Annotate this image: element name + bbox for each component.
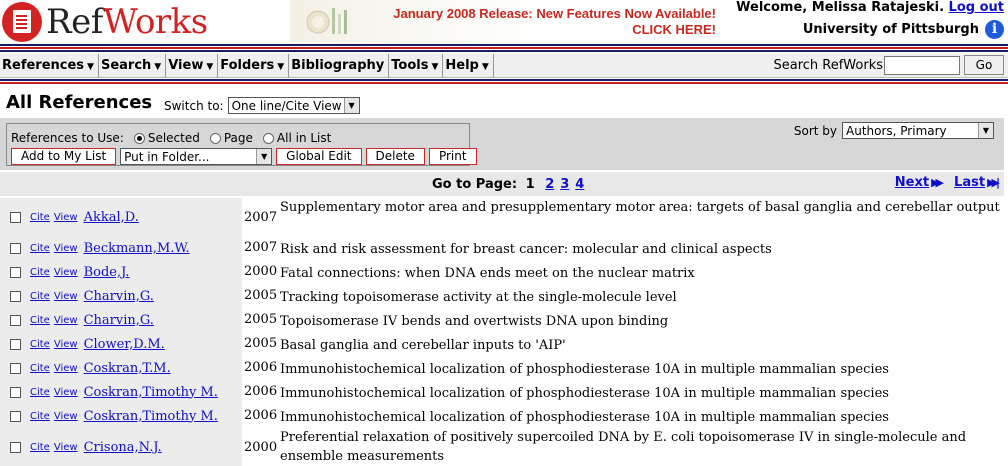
reference-title: Immunohistochemical localization of phosphodiesterase 10A in multiple mammalian species <box>280 362 889 377</box>
view-link[interactable]: View <box>53 386 78 398</box>
caret-down-icon: ▼ <box>87 62 94 72</box>
reference-actions <box>0 260 242 284</box>
references-to-use <box>11 131 331 145</box>
menu-references[interactable] <box>0 54 99 78</box>
view-link[interactable]: View <box>53 211 78 223</box>
logo-document-icon <box>2 2 42 42</box>
caret-down-icon: ▼ <box>481 62 489 72</box>
reference-checkbox[interactable] <box>10 363 21 374</box>
reference-checkbox[interactable] <box>10 267 21 278</box>
page-link-2[interactable]: 2 <box>545 177 555 192</box>
reference-row <box>0 332 1004 356</box>
cite-link[interactable]: Cite <box>30 362 50 374</box>
main-menu-bar <box>0 54 1008 78</box>
institution <box>803 20 1004 39</box>
author-link[interactable]: Bode,J. <box>83 264 130 280</box>
reference-year: 2000 <box>244 440 278 455</box>
reference-actions <box>0 428 242 466</box>
reference-title: Supplementary motor area and presupplementary motor area: targets of basal ganglia and cerebellar output <box>280 200 1000 215</box>
print-button[interactable]: Print <box>429 148 477 165</box>
view-link[interactable]: View <box>53 314 78 326</box>
menu-bottom-stripe <box>0 79 1008 84</box>
switch-to-label: Switch to: <box>164 98 224 113</box>
menu-label: Tools <box>391 58 429 73</box>
reference-title: Topoisomerase IV bends and overtwists DNA upon binding <box>280 314 669 329</box>
institution-name: University of Pittsburgh <box>802 22 979 37</box>
menu-folders[interactable] <box>218 54 289 78</box>
radio-page-label: Page <box>223 131 253 145</box>
reference-actions <box>0 198 242 236</box>
global-edit-button[interactable]: Global Edit <box>276 148 361 165</box>
reference-checkbox[interactable] <box>10 243 21 254</box>
page-link-3[interactable]: 3 <box>560 177 570 192</box>
add-to-my-list-button[interactable]: Add to My List <box>11 148 116 165</box>
cite-link[interactable]: Cite <box>30 314 50 326</box>
toolbar-buttons <box>11 148 481 165</box>
reference-title: Immunohistochemical localization of phosphodiesterase 10A in multiple mammalian species <box>280 410 889 425</box>
reference-year: 2007 <box>244 240 278 255</box>
reference-year: 2005 <box>244 288 278 303</box>
go-button[interactable]: Go <box>964 55 1004 75</box>
reference-actions <box>0 404 242 428</box>
reference-title: Tracking topoisomerase activity at the single-molecule level <box>280 290 677 305</box>
cite-link[interactable]: Cite <box>30 386 50 398</box>
reference-year: 2007 <box>244 210 278 225</box>
reference-checkbox[interactable] <box>10 387 21 398</box>
dropdown-arrow-icon: ▼ <box>978 123 993 138</box>
reference-actions <box>0 284 242 308</box>
go-to-page <box>432 177 584 192</box>
put-in-folder-select[interactable] <box>120 148 272 165</box>
radio-all-label: All in List <box>276 131 332 145</box>
radio-selected[interactable] <box>134 133 145 144</box>
release-banner[interactable] <box>290 0 722 42</box>
page-title: All References <box>6 92 153 113</box>
caret-down-icon: ▼ <box>154 62 162 72</box>
menu-search[interactable] <box>99 54 166 78</box>
reference-checkbox[interactable] <box>10 291 21 302</box>
author-link[interactable]: Charvin,G. <box>83 312 154 328</box>
reference-row <box>0 356 1004 380</box>
reference-year: 2006 <box>244 384 278 399</box>
author-link[interactable]: Coskran,Timothy M. <box>83 384 218 400</box>
sort-by-value: Authors, Primary <box>846 123 947 138</box>
delete-button[interactable]: Delete <box>366 148 425 165</box>
reference-row <box>0 236 1004 260</box>
author-link[interactable]: Coskran,T.M. <box>83 360 171 376</box>
view-select-value: One line/Cite View <box>231 98 342 113</box>
dropdown-arrow-icon: ▼ <box>344 98 359 113</box>
view-link[interactable]: View <box>53 242 78 254</box>
reference-year: 2000 <box>244 264 278 279</box>
reference-row <box>0 198 1004 236</box>
banner-click-here[interactable]: CLICK HERE! <box>632 22 716 37</box>
reference-row <box>0 284 1004 308</box>
top-bar <box>0 0 1008 44</box>
refworks-logo[interactable] <box>2 2 208 42</box>
view-link[interactable]: View <box>53 410 78 422</box>
cite-link[interactable]: Cite <box>30 441 50 453</box>
welcome-message <box>736 0 1004 15</box>
author-link[interactable]: Coskran,Timothy M. <box>83 408 218 424</box>
next-page-link[interactable] <box>895 175 940 190</box>
page-link-4[interactable]: 4 <box>575 177 585 192</box>
caret-down-icon: ▼ <box>206 62 214 72</box>
current-page: 1 <box>525 177 535 192</box>
author-link[interactable]: Crisona,N.J. <box>83 439 162 455</box>
reference-row <box>0 308 1004 332</box>
menu-label: Search <box>100 58 152 73</box>
info-icon[interactable]: i <box>985 20 1004 39</box>
reference-title: Preferential relaxation of positively supercoiled DNA by E. coli topoisomerase IV in single-molecule and ensemble measurements <box>280 430 967 464</box>
banner-decoration-icon <box>304 4 350 38</box>
logo-text: RefWorks <box>46 2 208 42</box>
last-label: Last <box>954 175 986 190</box>
reference-row <box>0 428 1004 466</box>
reference-year: 2005 <box>244 312 278 327</box>
references-to-use-label: References to Use: <box>11 131 124 145</box>
author-link[interactable]: Beckmann,M.W. <box>83 240 190 256</box>
reference-title: Basal ganglia and cerebellar inputs to 'AIP' <box>280 338 566 353</box>
reference-year: 2006 <box>244 360 278 375</box>
menu-view[interactable] <box>166 54 218 78</box>
last-arrow-icon: ▶▶| <box>987 176 996 189</box>
reference-list <box>0 198 1004 466</box>
menu-label: View <box>168 58 204 73</box>
reference-actions <box>0 308 242 332</box>
reference-row <box>0 404 1004 428</box>
reference-checkbox[interactable] <box>10 212 21 223</box>
view-link[interactable]: View <box>53 290 78 302</box>
reference-year: 2005 <box>244 336 278 351</box>
caret-down-icon: ▼ <box>431 62 439 72</box>
menu-label: Folders <box>220 58 275 73</box>
reference-row <box>0 260 1004 284</box>
radio-page[interactable] <box>210 133 221 144</box>
put-in-folder-value: Put in Folder... <box>124 149 210 164</box>
menu-tools[interactable] <box>389 54 443 78</box>
search-label: Search RefWorks <box>773 57 883 73</box>
search-input[interactable] <box>884 56 960 75</box>
reference-checkbox[interactable] <box>10 411 21 422</box>
switch-to <box>164 97 360 114</box>
author-link[interactable]: Clower,D.M. <box>83 336 165 352</box>
cite-link[interactable]: Cite <box>30 266 50 278</box>
view-select[interactable] <box>228 97 360 114</box>
logout-link[interactable]: Log out <box>948 0 1004 15</box>
cite-link[interactable]: Cite <box>30 211 50 223</box>
reference-title: Fatal connections: when DNA ends meet on the nuclear matrix <box>280 266 695 281</box>
sort-by-label: Sort by <box>793 123 837 138</box>
cite-link[interactable]: Cite <box>30 242 50 254</box>
cite-link[interactable]: Cite <box>30 410 50 422</box>
dropdown-arrow-icon: ▼ <box>256 149 271 164</box>
view-link[interactable]: View <box>53 338 78 350</box>
caret-down-icon: ▼ <box>277 62 285 72</box>
reference-title: Risk and risk assessment for breast cancer: molecular and clinical aspects <box>280 242 772 257</box>
cite-link[interactable]: Cite <box>30 290 50 302</box>
reference-actions <box>0 332 242 356</box>
menu-label: Help <box>445 58 479 73</box>
menu-bibliography[interactable] <box>289 54 389 78</box>
last-page-link[interactable] <box>954 175 996 190</box>
menu-label: References <box>2 58 85 73</box>
reference-row <box>0 380 1004 404</box>
header-stripes <box>0 44 1008 53</box>
next-arrow-icon: ▶▶ <box>931 176 940 189</box>
welcome-text: Welcome, Melissa Ratajeski. <box>736 0 945 15</box>
references-to-use-box <box>6 123 470 166</box>
reference-title: Immunohistochemical localization of phosphodiesterase 10A in multiple mammalian species <box>280 386 889 401</box>
view-link[interactable]: View <box>53 362 78 374</box>
author-link[interactable]: Akkal,D. <box>83 209 139 225</box>
radio-selected-label: Selected <box>147 131 200 145</box>
cite-link[interactable]: Cite <box>30 338 50 350</box>
reference-checkbox[interactable] <box>10 339 21 350</box>
reference-actions <box>0 380 242 404</box>
radio-all-in-list[interactable] <box>263 133 274 144</box>
reference-actions <box>0 356 242 380</box>
menu-help[interactable] <box>443 54 493 78</box>
reference-checkbox[interactable] <box>10 315 21 326</box>
reference-year: 2006 <box>244 408 278 423</box>
view-link[interactable]: View <box>53 266 78 278</box>
menu-label: Bibliography <box>291 58 385 73</box>
banner-headline[interactable]: January 2008 Release: New Features Now Available! <box>393 6 716 21</box>
reference-actions <box>0 236 242 260</box>
view-link[interactable]: View <box>53 441 78 453</box>
search-refworks <box>773 55 1004 75</box>
author-link[interactable]: Charvin,G. <box>83 288 154 304</box>
reference-checkbox[interactable] <box>10 442 21 453</box>
pagination-bar <box>0 172 1004 196</box>
sort-by <box>794 122 994 139</box>
sort-by-select[interactable] <box>842 122 994 139</box>
references-toolbar <box>0 118 1004 170</box>
next-label: Next <box>894 175 930 190</box>
go-to-page-label: Go to Page: <box>432 177 518 192</box>
